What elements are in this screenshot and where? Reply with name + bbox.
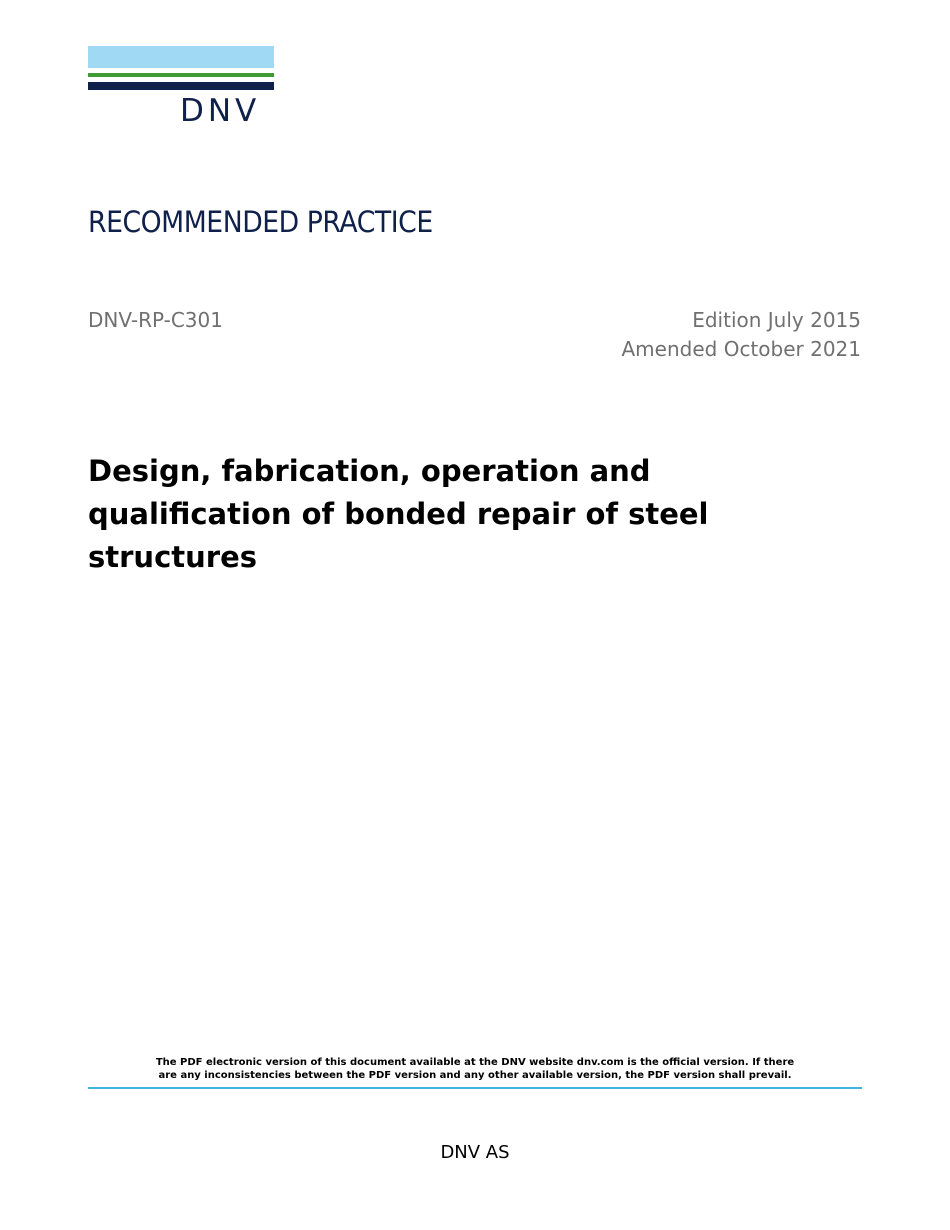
edition-info [622,306,862,364]
publisher-name: DNV AS [440,1142,510,1163]
logo-navy-bar [88,82,274,90]
dnv-logo [88,46,274,128]
footer-divider [88,1087,862,1089]
edition-date: Edition July 2015 [692,308,861,332]
document-id: DNV-RP-C301 [88,308,223,332]
disclaimer-line-1: The PDF electronic version of this document available at the DNV website dnv.com is the official version. If there [155,1057,795,1068]
logo-wordmark: DNV [180,93,261,129]
disclaimer-line-2: are any inconsistencies between the PDF version and any other available version, the PDF version shall prevail. [158,1070,792,1081]
logo-light-blue-bar [88,46,274,68]
pdf-disclaimer [88,1056,862,1082]
logo-green-bar [88,73,274,77]
amended-date: Amended October 2021 [621,337,861,361]
document-type-heading: RECOMMENDED PRACTICE [88,205,433,239]
document-title: Design, fabrication, operation and qualification of bonded repair of steel structures [88,454,709,574]
